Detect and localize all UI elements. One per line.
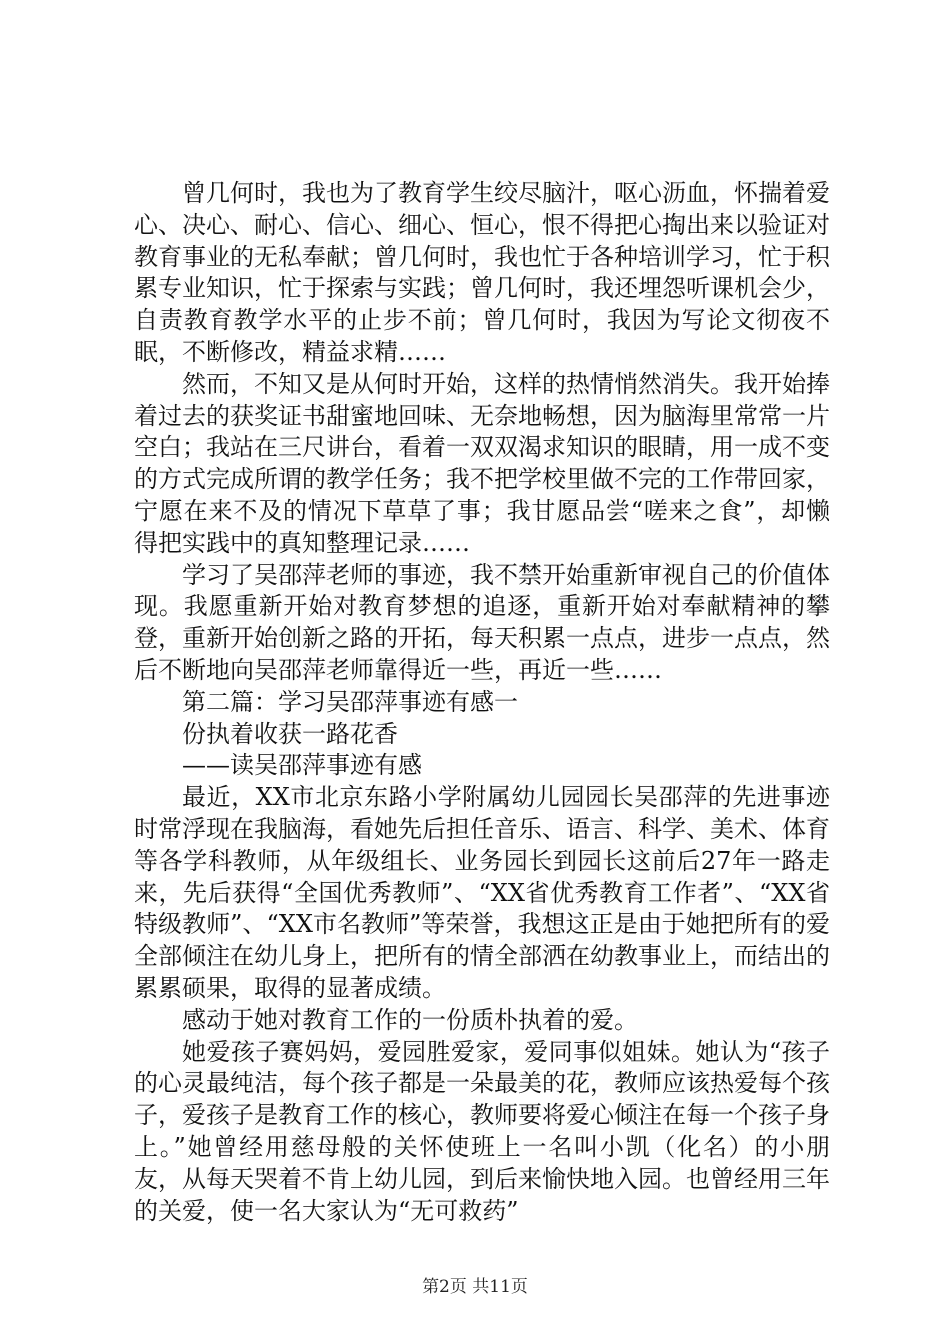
paragraph-4: 最近，XX市北京东路小学附属幼儿园园长吴邵萍的先进事迹时常浮现在我脑海，看她先后担任音乐、语言、科学、美术、体育等各学科教师，从年级组长、业务园长到园长这前后27年一路走来，先后获得“全国优秀教师”、“XX省优秀教育工作者”、“XX省特级教师”、“XX市名教师”等荣誉，我想这正是由于她把所有的爱全部倾注在幼儿身上，把所有的情全部洒在幼教事业上，而结出的累累硕果，取得的显著成绩。	[134, 783, 830, 1002]
paragraph-1: 曾几何时，我也为了教育学生绞尽脑汁，呕心沥血，怀揣着爱心、决心、耐心、信心、细心、恒心，恨不得把心掏出来以验证对教育事业的无私奉献；曾几何时，我也忙于各种培训学习，忙于积累专业知识，忙于探索与实践；曾几何时，我还埋怨听课机会少，自责教育教学水平的止步不前；曾几何时，我因为写论文彻夜不眠，不断修改，精益求精……	[134, 179, 830, 366]
section-subtitle: ——读吴邵萍事迹有感	[182, 751, 422, 780]
page-number: 第2页 共11页	[422, 1277, 528, 1297]
section-heading: 第二篇：学习吴邵萍事迹有感一	[182, 687, 518, 716]
paragraph-2: 然而，不知又是从何时开始，这样的热情悄然消失。我开始捧着过去的获奖证书甜蜜地回味、无奈地畅想，因为脑海里常常一片空白；我站在三尺讲台，看着一双双渴求知识的眼睛，用一成不变的方式完成所谓的教学任务；我不把学校里做不完的工作带回家，宁愿在来不及的情况下草草了事；我甘愿品尝“嗟来之食”，却懒得把实践中的真知整理记录……	[134, 369, 830, 557]
paragraph-3: 学习了吴邵萍老师的事迹，我不禁开始重新审视自己的价值体现。我愿重新开始对教育梦想的追逐，重新开始对奉献精神的攀登，重新开始创新之路的开拓，每天积累一点点，进步一点点，然后不断地向吴邵萍老师靠得近一些，再近一些……	[134, 560, 830, 684]
paragraph-5: 感动于她对教育工作的一份质朴执着的爱。	[182, 1005, 638, 1034]
paragraph-6: 她爱孩子赛妈妈，爱园胜爱家，爱同事似姐妹。她认为“孩子的心灵最纯洁，每个孩子都是一朵最美的花，教师应该热爱每个孩子，爱孩子是教育工作的核心，教师要将爱心倾注在每一个孩子身上。”她曾经用慈母般的关怀使班上一名叫小凯（化名）的小朋友，从每天哭着不肯上幼儿园，到后来愉快地入园。也曾经用三年的关爱，使一名大家认为“无可救药”	[134, 1037, 830, 1225]
document-body	[134, 178, 830, 1227]
section-heading-continued: 份执着收获一路花香	[182, 719, 398, 748]
